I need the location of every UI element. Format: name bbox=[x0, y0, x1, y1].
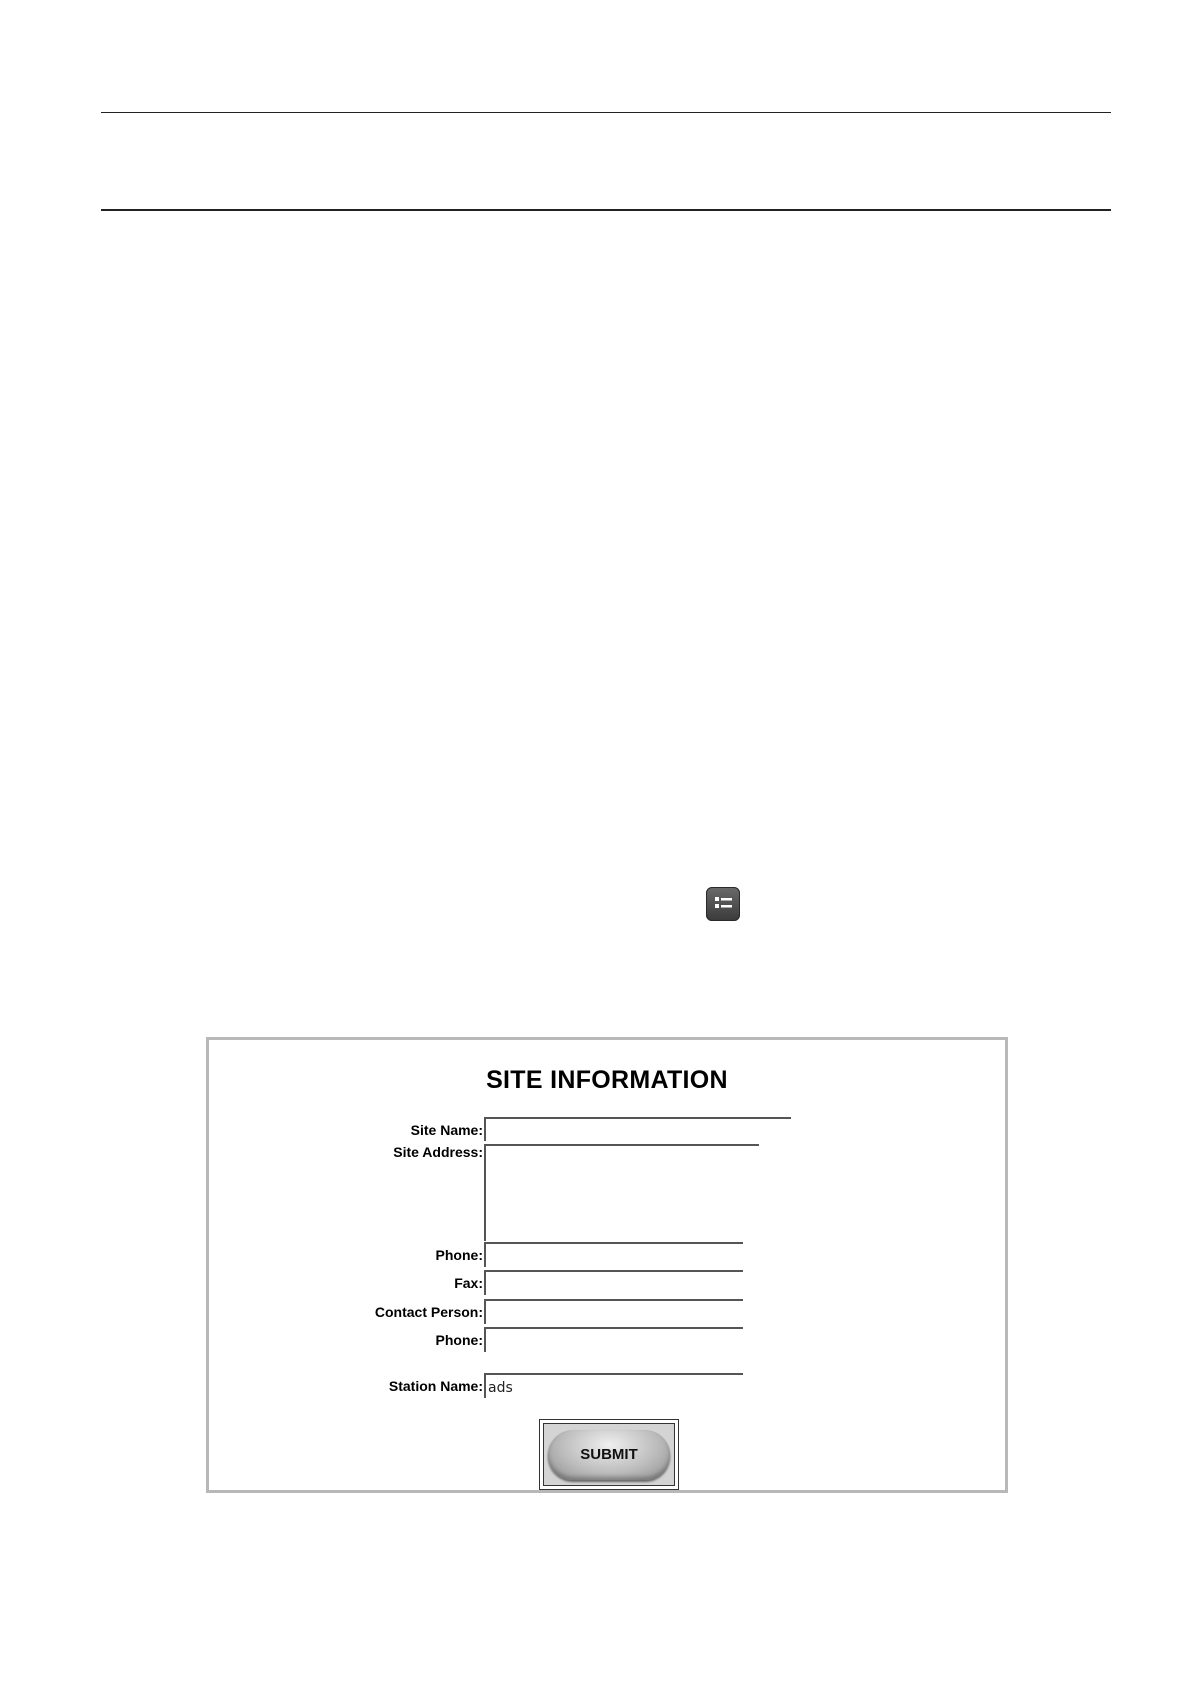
site-name-input[interactable] bbox=[484, 1117, 791, 1141]
station-name-input[interactable] bbox=[484, 1373, 743, 1398]
contact-phone-input[interactable] bbox=[484, 1327, 743, 1352]
phone-label: Phone: bbox=[435, 1247, 483, 1263]
header-rule-top bbox=[101, 112, 1111, 113]
station-name-label: Station Name: bbox=[388, 1378, 483, 1394]
submit-inner bbox=[543, 1423, 675, 1486]
header-rule-bottom bbox=[101, 209, 1111, 211]
contact-person-input[interactable] bbox=[484, 1299, 743, 1324]
submit-button[interactable]: SUBMIT bbox=[548, 1430, 670, 1480]
site-address-label: Site Address: bbox=[393, 1144, 483, 1160]
submit-frame bbox=[539, 1419, 679, 1490]
phone-input[interactable] bbox=[484, 1242, 743, 1267]
site-information-form bbox=[206, 1037, 1008, 1493]
site-address-input[interactable] bbox=[484, 1144, 759, 1241]
list-icon bbox=[706, 887, 740, 921]
form-title: SITE INFORMATION bbox=[486, 1066, 728, 1094]
contact-phone-label: Phone: bbox=[435, 1332, 483, 1348]
fax-label: Fax: bbox=[454, 1275, 483, 1291]
fax-input[interactable] bbox=[484, 1270, 743, 1295]
site-name-label: Site Name: bbox=[410, 1122, 483, 1138]
contact-person-label: Contact Person: bbox=[374, 1304, 483, 1320]
